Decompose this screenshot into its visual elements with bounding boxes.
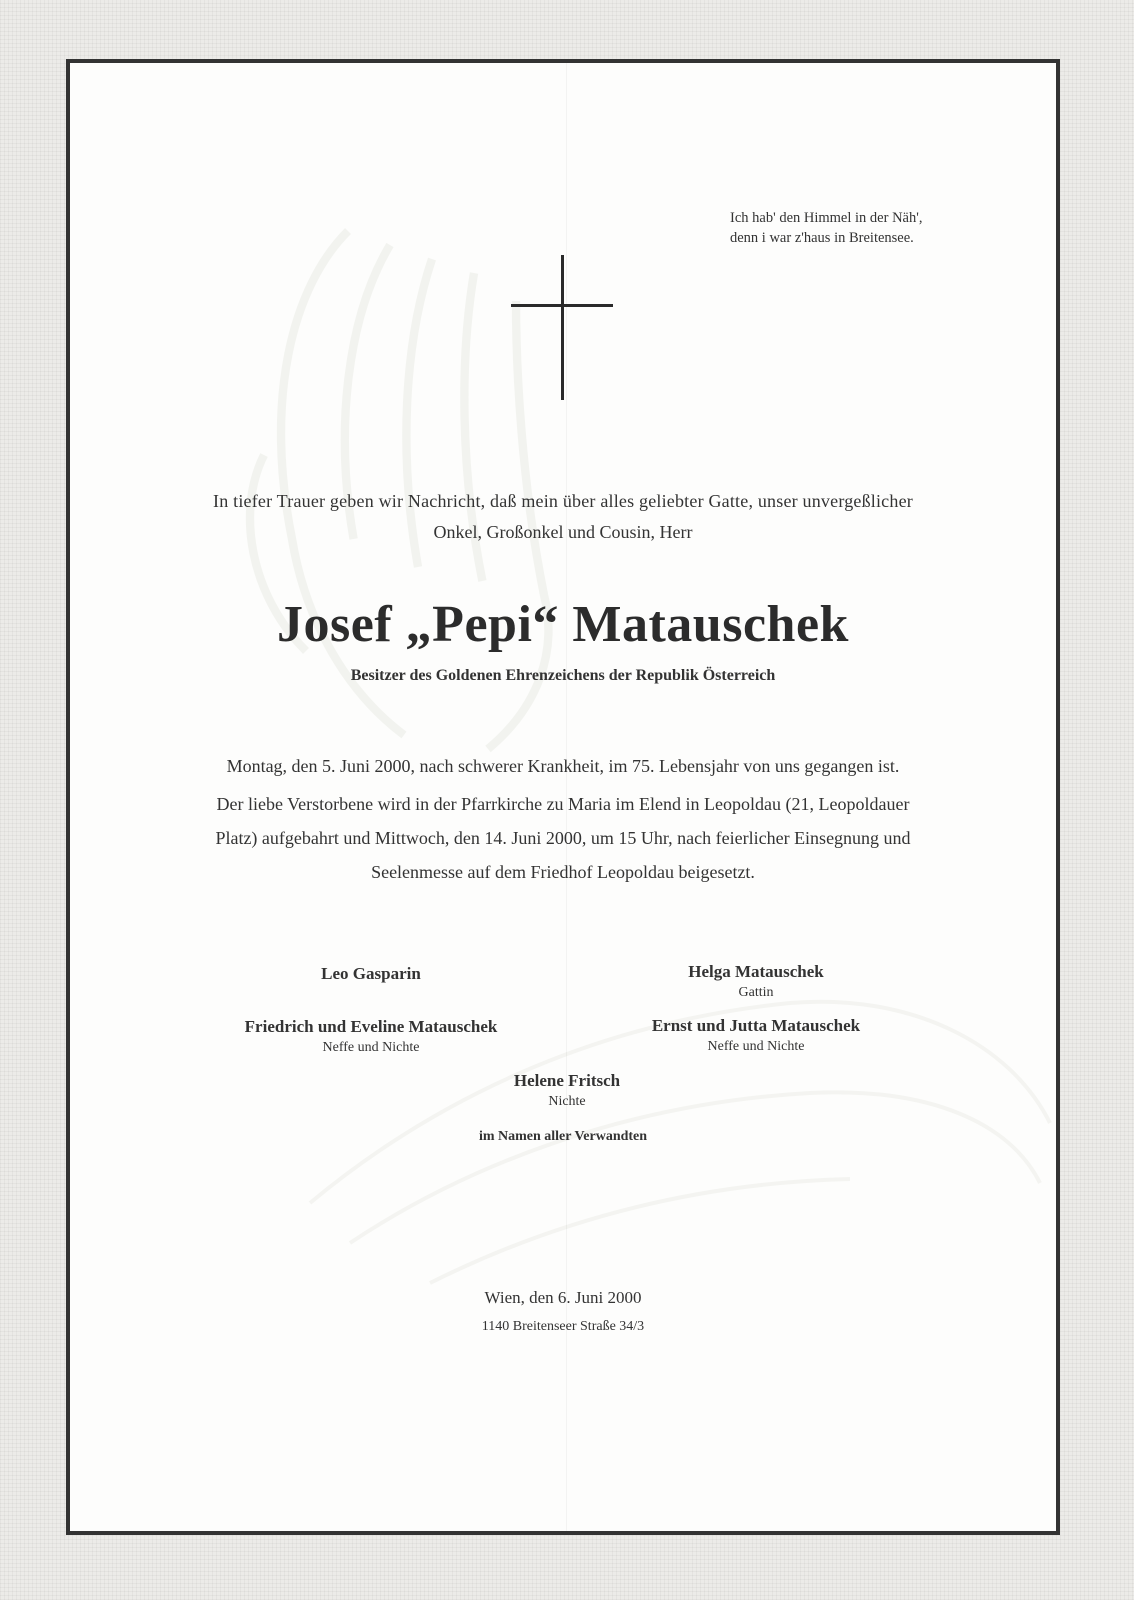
notice-line-3: Platz) aufgebahrt und Mittwoch, den 14. Juni 2000, um 15 Uhr, nach feierlicher Einsegnung und [215,828,911,848]
signer-name: Leo Gasparin [321,964,421,983]
signer-ernst [566,1015,946,1057]
signer-relation: Nichte [548,1094,586,1109]
signer-name: Friedrich und Eveline Matauschek [244,1017,498,1036]
notice-line-2: Der liebe Verstorbene wird in der Pfarrkirche zu Maria im Elend in Leopoldau (21, Leopoldauer [216,794,910,814]
relatives-note: im Namen aller Verwandten [478,1129,648,1144]
signer-name: Ernst und Jutta Matauschek [651,1016,861,1035]
signer-relation: Neffe und Nichte [707,1039,805,1054]
deceased-honor: Besitzer des Goldenen Ehrenzeichens der Republik Österreich [350,667,776,684]
intro-line-2: Onkel, Großonkel und Cousin, Herr [433,522,693,542]
notice-line-1: Montag, den 5. Juni 2000, nach schwerer Krankheit, im 75. Lebensjahr von uns gegangen ist. [226,756,900,776]
signer-name: Helene Fritsch [513,1071,621,1090]
signer-leo [181,963,561,985]
motto-line-2: denn i war z'haus in Breitensee. [730,230,914,246]
motto [730,208,922,248]
place-date: Wien, den 6. Juni 2000 [484,1288,642,1307]
deceased-name: Josef „Pepi“ Matauschek [277,596,849,653]
cross-vertical-bar [561,255,564,400]
obituary-card [66,59,1060,1535]
signer-relation: Gattin [738,985,774,1000]
address: 1140 Breitenseer Straße 34/3 [481,1319,645,1334]
notice-line-4: Seelenmesse auf dem Friedhof Leopoldau beigesetzt. [371,862,755,882]
signer-helene [377,1070,757,1112]
motto-line-1: Ich hab' den Himmel in der Näh', [730,210,923,226]
signer-helga [566,961,946,1003]
intro-line-1: In tiefer Trauer geben wir Nachricht, daß mein über alles geliebter Gatte, unser unvergeßlicher [213,491,913,511]
signer-friedrich [181,1016,561,1058]
intro-text [70,486,1056,548]
signer-name: Helga Matauschek [688,962,824,981]
cross-horizontal-bar [511,304,613,307]
death-notice [70,749,1056,889]
signer-relation: Neffe und Nichte [322,1040,420,1055]
cross-icon [511,255,613,400]
